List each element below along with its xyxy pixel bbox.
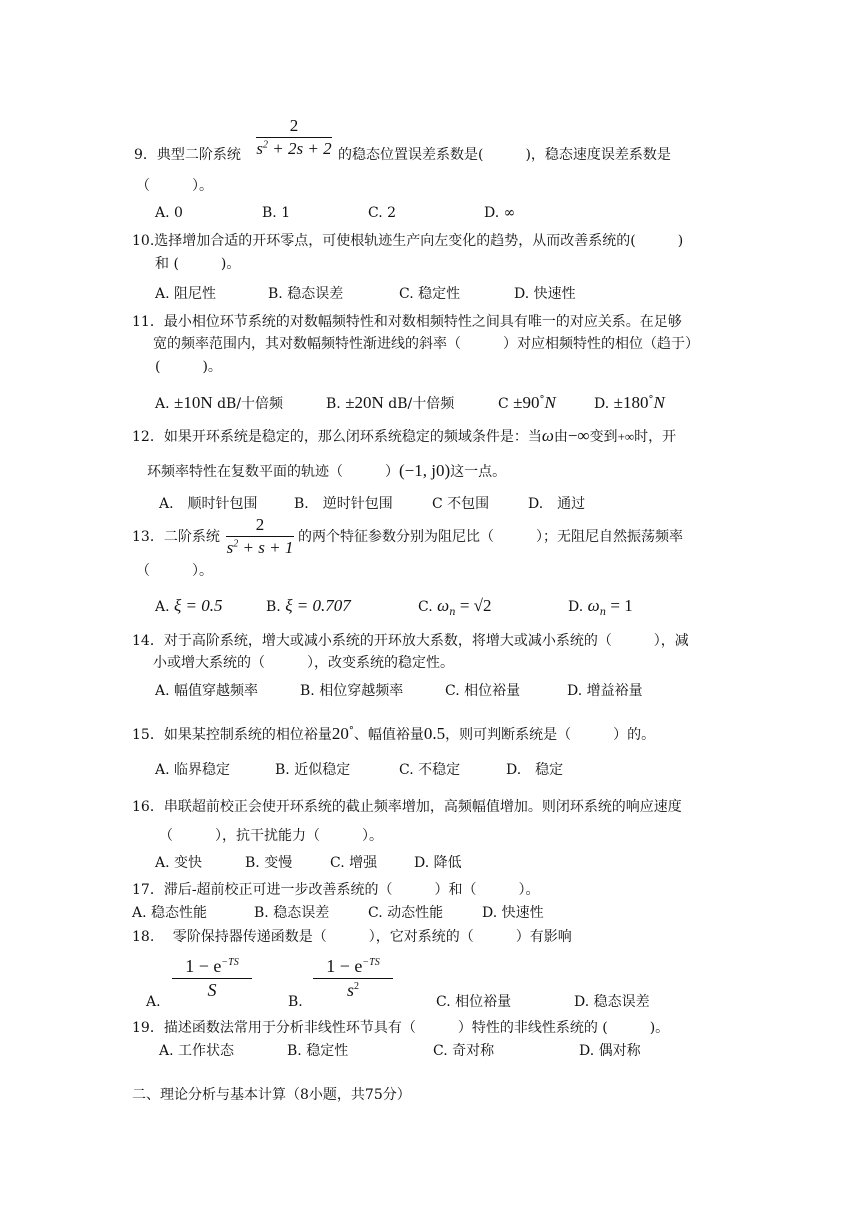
q11-stem-line2: 宽的频率范围内，其对数幅频特性渐进线的斜率（ ）对应相频特性的相位（趋于） (153, 336, 699, 352)
q9-fraction (256, 116, 332, 159)
q14-stem-line1: 14．对于高阶系统，增大或减小系统的开环放大系数，将增大或减小系统的（ ），减 (132, 633, 689, 649)
q14-option-c[interactable]: C. 相位裕量 (445, 683, 521, 699)
q16-option-d[interactable]: D. 降低 (414, 855, 462, 871)
q17-option-d[interactable]: D. 快速性 (482, 905, 544, 921)
q14-option-a[interactable]: A. 幅值穿越频率 (155, 683, 259, 699)
q10-stem-line1: 10.选择增加合适的开环零点，可使根轨迹生产向左变化的趋势，从而改善系统的( ) (132, 233, 684, 249)
q12-stem-line2: 环频率特性在复数平面的轨迹（ ）(−1, j0)这一点。 (147, 461, 507, 480)
q19-option-a[interactable]: A. 工作状态 (159, 1043, 235, 1059)
q14-option-d[interactable]: D. 增益裕量 (567, 683, 643, 699)
q11-option-b[interactable]: B. ±20N dB/十倍频 (326, 393, 455, 412)
q12-option-a[interactable]: A. 顺时针包围 (159, 496, 258, 512)
q15-option-c[interactable]: C. 不稳定 (399, 762, 461, 778)
q9-option-b[interactable]: B. 1 (262, 205, 291, 221)
q10-option-d[interactable]: D. 快速性 (514, 286, 576, 302)
q13-option-a[interactable]: A. ξ = 0.5 (155, 596, 223, 615)
q14-option-b[interactable]: B. 相位穿越频率 (300, 683, 404, 699)
q16-option-c[interactable]: C. 增强 (330, 855, 378, 871)
q10-option-a[interactable]: A. 阻尼性 (155, 286, 217, 302)
q11-option-a-math: ±10N (174, 393, 213, 412)
q10-stem-line2: 和 ( )。 (155, 256, 241, 272)
q17-stem: 17．滞后-超前校正可进一步改善系统的（ ）和（ ）。 (132, 882, 540, 898)
q11-option-c[interactable]: C ±90°N (498, 393, 556, 412)
q13-stem-post: 的两个特征参数分别为阻尼比（ ）；无阻尼自然振荡频率 (298, 529, 683, 545)
q18-stem: 18. 零阶保持器传递函数是（ ），它对系统的（ ）有影响 (132, 929, 572, 945)
q11-stem-line1: 11．最小相位环节系统的对数幅频特性和对数相频特性之间具有唯一的对应关系。在足够 (132, 314, 682, 330)
q16-stem-line2: （ ），抗干扰能力（ ）。 (159, 828, 383, 844)
q16-option-a[interactable]: A. 变快 (155, 855, 203, 871)
q15-option-a[interactable]: A. 临界稳定 (155, 762, 231, 778)
q12-stem-line1: 12．如果开环系统是稳定的，那么闭环系统稳定的频域条件是：当ω由−∞变到+∞时，开 (132, 426, 677, 445)
q12-option-b[interactable]: B. 逆时针包围 (294, 496, 393, 512)
q9-option-c[interactable]: C. 2 (368, 205, 397, 221)
q16-stem-line1: 16．串联超前校正会使开环系统的截止频率增加，高频幅值增加。则闭环系统的响应速度 (132, 799, 682, 815)
q9-denominator: $s^2 + 2s + 2$ (256, 139, 332, 158)
q11-stem-line3: ( )。 (155, 359, 222, 375)
q15-option-b[interactable]: B. 近似稳定 (275, 762, 351, 778)
q13-stem-line2: （ ）。 (136, 563, 213, 579)
q19-option-d[interactable]: D. 偶对称 (579, 1043, 641, 1059)
q18-option-b-fraction: $1 - e^{-TS}$ $s^2$ (313, 956, 393, 1001)
q18-option-d[interactable]: D. 稳态误差 (574, 994, 650, 1010)
q12-option-d[interactable]: D. 通过 (528, 496, 586, 512)
q11-option-a[interactable]: A. ±10N dB/十倍频 (155, 393, 284, 412)
q13-option-d[interactable]: D. $\omega_n = 1$ (568, 596, 633, 618)
q13-numerator: 2 (255, 515, 265, 534)
q10-option-c[interactable]: C. 稳定性 (399, 286, 461, 302)
q9-option-a[interactable]: A. 0 (155, 205, 183, 221)
q17-option-b[interactable]: B. 稳态误差 (254, 905, 330, 921)
q16-option-b[interactable]: B. 变慢 (245, 855, 293, 871)
q9-stem-line2: （ ）。 (136, 178, 213, 194)
q13-fraction (226, 515, 294, 558)
q13-option-b[interactable]: B. ξ = 0.707 (266, 596, 351, 615)
q14-stem-line2: 小或增大系统的（ ），改变系统的稳定性。 (153, 655, 454, 671)
q9-stem-pre: 9．典型二阶系统 (134, 147, 241, 163)
q17-option-c[interactable]: C. 动态性能 (368, 905, 444, 921)
q9-numerator: 2 (289, 116, 299, 135)
q18-option-a-fraction: $1 - e^{-TS}$ S (172, 956, 252, 1001)
q13-denominator: $s^2 + s + 1$ (226, 538, 294, 557)
q9-option-d[interactable]: D. ∞ (484, 205, 516, 221)
q9-stem-post: 的稳态位置误差系数是( )，稳态速度误差系数是 (338, 147, 671, 163)
q18-option-c[interactable]: C. 相位裕量 (436, 994, 512, 1010)
q19-option-b[interactable]: B. 稳定性 (287, 1043, 349, 1059)
q12-option-c[interactable]: C 不包围 (432, 496, 490, 512)
q13-option-c[interactable]: C. $\omega_n = √2$ (418, 596, 492, 618)
q18-option-a[interactable]: A. (146, 994, 161, 1010)
q19-option-c[interactable]: C. 奇对称 (433, 1043, 495, 1059)
q15-option-d[interactable]: D. 稳定 (506, 762, 564, 778)
q13-stem-pre: 13．二阶系统 (132, 529, 220, 545)
q18-option-b[interactable]: B. (288, 994, 303, 1010)
q17-option-a[interactable]: A. 稳态性能 (132, 905, 208, 921)
q11-option-b-math: ±20N (345, 393, 384, 412)
q19-stem: 19．描述函数法常用于分析非线性环节具有（ ）特性的非线性系统的 ( )。 (132, 1020, 670, 1036)
section-2-heading: 二、理论分析与基本计算（8小题，共75分） (132, 1087, 411, 1103)
q10-option-b[interactable]: B. 稳态误差 (268, 286, 344, 302)
q15-stem: 15．如果某控制系统的相位裕量20°、幅值裕量0.5，则可判断系统是（ ）的。 (132, 724, 656, 743)
q11-option-d[interactable]: D. ±180°N (594, 393, 665, 412)
